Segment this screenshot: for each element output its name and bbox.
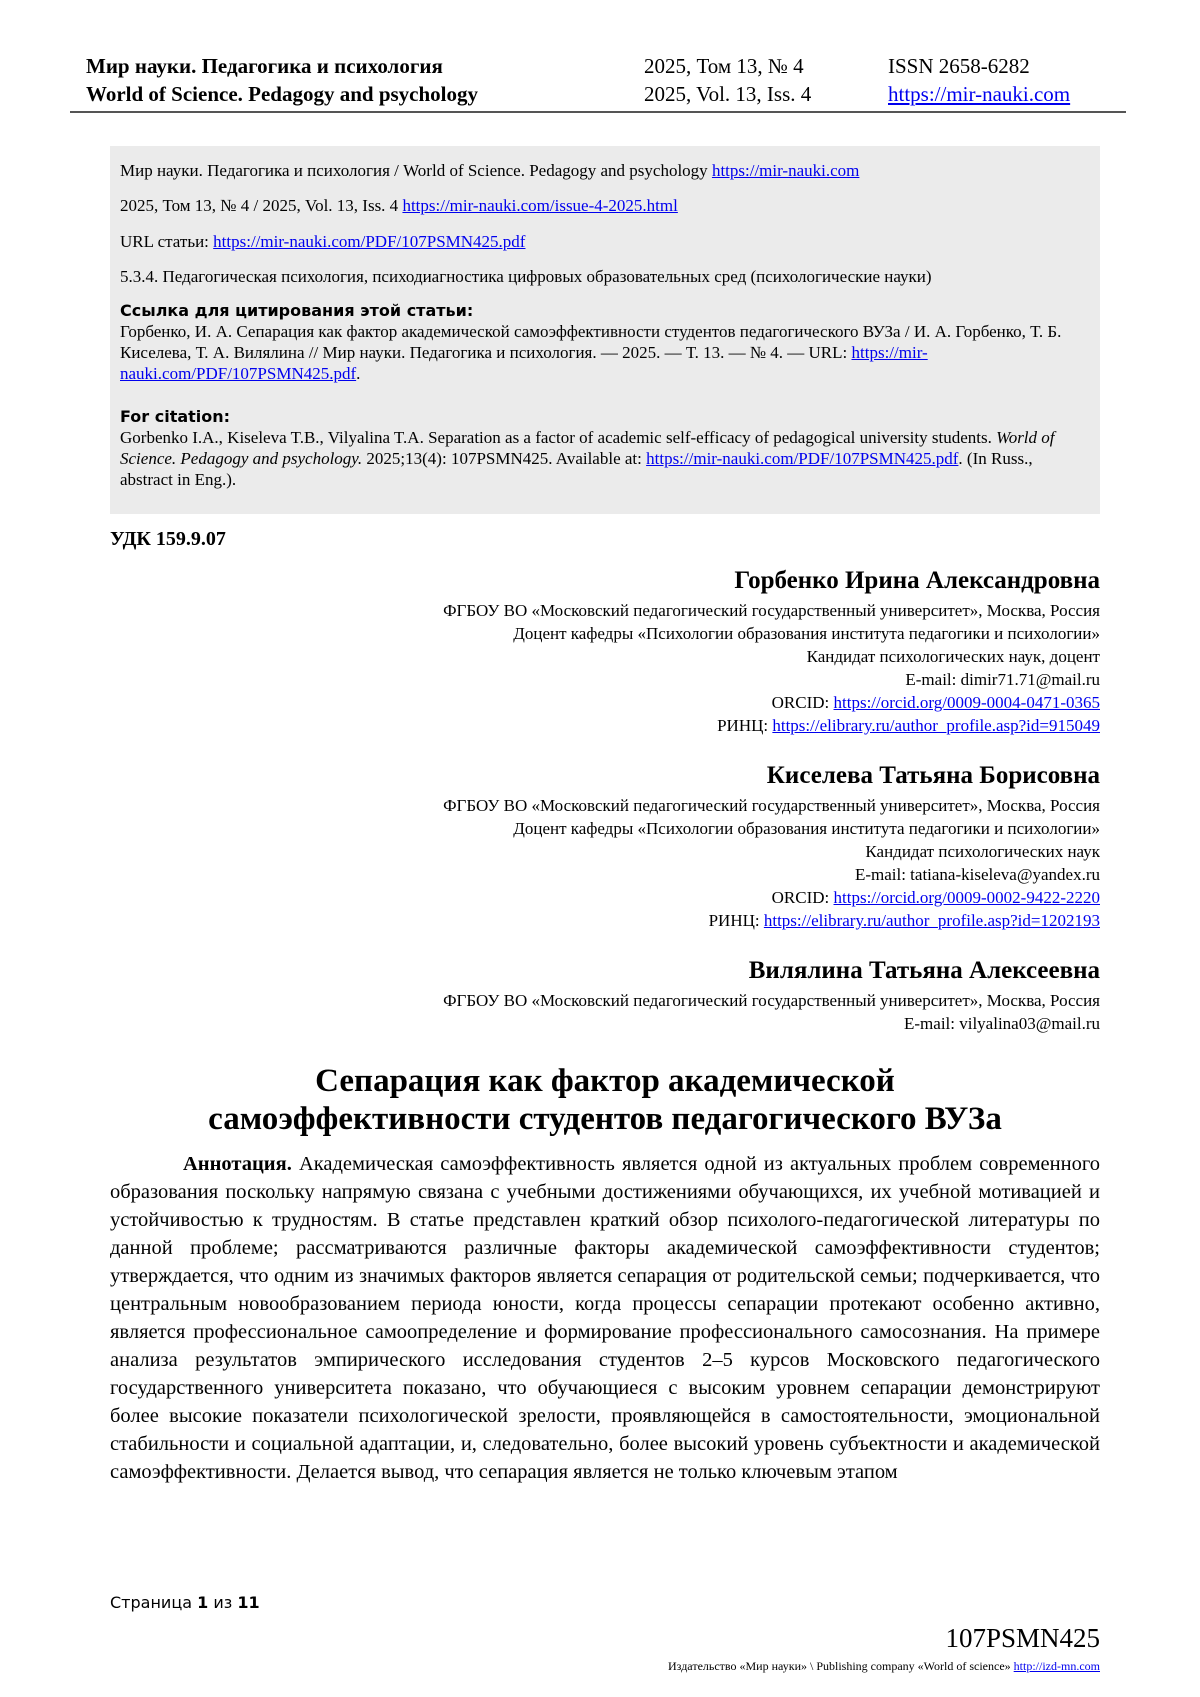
udk-code: УДК 159.9.07 bbox=[110, 528, 226, 550]
citation-en-link[interactable]: https://mir-nauki.com/PDF/107PSMN425.pdf bbox=[646, 449, 959, 468]
author-name: Вилялина Татьяна Алексеевна bbox=[748, 957, 1100, 984]
author-block bbox=[443, 565, 1100, 737]
citation-ru: Ссылка для цитирования этой статьи: Горбенко, И. А. Сепарация как фактор академической самоэффективности студентов педагогического ВУЗа / И. А. Горбенко, Т. Б. Киселева, Т. А. Вилялина // Мир науки. Педагогика и психология. — 2025. — Т. 13. — № 4. — URL: https://mir-nauki.com/PDF/107PSMN425.pdf. bbox=[120, 300, 1086, 384]
citebox-issue-line: 2025, Том 13, № 4 / 2025, Vol. 13, Iss. 4 https://mir-nauki.com/issue-4-2025.html bbox=[120, 196, 678, 215]
abstract-text: Академическая самоэффективность является одной из актуальных проблем современного образования поскольку напрямую связана с учебными достижениями обучающихся, их учебной мотивацией и устойчивостью к трудностям. В статье представлен краткий обзор психолого-педагогической литературы по данной проблеме; рассматриваются различные факторы академической самоэффективности студентов; утверждается, что одним из значимых факторов является сепарация от родительской семьи; подчеркивается, что центральным новообразованием периода юности, когда процессы сепарации протекают особенно активно, является профессиональное самоопределение и формирование профессионального самосознания. На примере анализа результатов эмпирического исследования студентов 2–5 курсов Московского педагогического государственного университета показано, что обучающиеся с высоким уровнем сепарации демонстрируют более высокие показатели психологической зрелости, проявляющейся в самостоятельности, эмоциональной стабильности и социальной адаптации, и, следовательно, более высокий уровень субъектности и академической самоэффективности. Делается вывод, что сепарация является не только ключевым этапом bbox=[110, 1153, 1100, 1483]
author-position: Доцент кафедры «Психологии образования института педагогики и психологии» bbox=[513, 819, 1100, 838]
author-orcid: ORCID: https://orcid.org/0009-0002-9422-2220 bbox=[771, 888, 1100, 907]
issue-link[interactable]: https://mir-nauki.com/issue-4-2025.html bbox=[402, 196, 678, 215]
citation-en: For citation: Gorbenko I.A., Kiseleva T.B., Vilyalina T.A. Separation as a factor of academic self-efficacy of pedagogical university students. World of Science. Pedagogy and psychology. 2025;13(4): 107PSMN425. Available at: https://mir-nauki.com/PDF/107PSMN425.pdf. (In Russ., abstract in Eng.). bbox=[120, 406, 1086, 490]
author-email: E-mail: tatiana-kiseleva@yandex.ru bbox=[854, 865, 1100, 884]
abstract-label: Аннотация. bbox=[183, 1153, 292, 1175]
orcid-link[interactable]: https://orcid.org/0009-0004-0471-0365 bbox=[833, 693, 1100, 712]
citebox-specialty-line: 5.3.4. Педагогическая психология, психодиагностика цифровых образовательных сред (психологические науки) bbox=[120, 267, 932, 286]
author-block bbox=[443, 760, 1100, 932]
page-number: Страница 1 из 11 bbox=[110, 1593, 260, 1612]
article-url-link[interactable]: https://mir-nauki.com/PDF/107PSMN425.pdf bbox=[213, 232, 526, 251]
author-rinc: РИНЦ: https://elibrary.ru/author_profile.asp?id=915049 bbox=[717, 716, 1100, 735]
journal-header bbox=[86, 52, 1126, 110]
publisher-line: Издательство «Мир науки» \ Publishing company «World of science» http://izd-mn.com bbox=[668, 1659, 1100, 1673]
journal-site-link[interactable]: https://mir-nauki.com bbox=[888, 82, 1071, 106]
orcid-link[interactable]: https://orcid.org/0009-0002-9422-2220 bbox=[833, 888, 1100, 907]
author-degree: Кандидат психологических наук, доцент bbox=[806, 647, 1100, 666]
author-position: Доцент кафедры «Психологии образования института педагогики и психологии» bbox=[513, 624, 1100, 643]
author-rinc: РИНЦ: https://elibrary.ru/author_profile.asp?id=1202193 bbox=[708, 911, 1100, 930]
author-email: E-mail: vilyalina03@mail.ru bbox=[904, 1014, 1100, 1033]
author-affiliation: ФГБОУ ВО «Московский педагогический государственный университет», Москва, Россия bbox=[443, 796, 1100, 815]
author-name: Киселева Татьяна Борисовна bbox=[766, 762, 1100, 789]
author-block bbox=[443, 955, 1100, 1035]
journal-title-ru: Мир науки. Педагогика и психология bbox=[86, 54, 443, 78]
issue-en: 2025, Vol. 13, Iss. 4 bbox=[644, 82, 812, 106]
author-orcid: ORCID: https://orcid.org/0009-0004-0471-0365 bbox=[771, 693, 1100, 712]
author-affiliation: ФГБОУ ВО «Московский педагогический государственный университет», Москва, Россия bbox=[443, 991, 1100, 1010]
header-divider bbox=[70, 111, 1126, 113]
citation-ru-link[interactable]: https://mir-nauki.com/PDF/107PSMN425.pdf bbox=[120, 343, 928, 383]
issn: ISSN 2658-6282 bbox=[888, 54, 1030, 78]
rinc-link[interactable]: https://elibrary.ru/author_profile.asp?id=915049 bbox=[772, 716, 1100, 735]
article-id: 107PSMN425 bbox=[945, 1623, 1100, 1653]
citation-box bbox=[110, 146, 1100, 514]
author-name: Горбенко Ирина Александровна bbox=[734, 567, 1100, 594]
citation-en-heading: For citation: bbox=[120, 407, 231, 426]
abstract bbox=[110, 1150, 1100, 1486]
journal-title-en: World of Science. Pedagogy and psychology bbox=[86, 82, 479, 106]
journal-link[interactable]: https://mir-nauki.com bbox=[711, 161, 860, 180]
citebox-journal-line: Мир науки. Педагогика и психология / World of Science. Pedagogy and psychology https://mir-nauki.com bbox=[120, 161, 860, 180]
author-degree: Кандидат психологических наук bbox=[865, 842, 1100, 861]
citation-ru-heading: Ссылка для цитирования этой статьи: bbox=[120, 301, 474, 320]
issue-ru: 2025, Том 13, № 4 bbox=[644, 54, 804, 78]
author-email: E-mail: dimir71.71@mail.ru bbox=[905, 670, 1100, 689]
citebox-url-line: URL статьи: https://mir-nauki.com/PDF/107PSMN425.pdf bbox=[120, 232, 526, 251]
publisher-link[interactable]: http://izd-mn.com bbox=[1013, 1659, 1100, 1673]
rinc-link[interactable]: https://elibrary.ru/author_profile.asp?id=1202193 bbox=[763, 911, 1100, 930]
article-title: Сепарация как фактор академической самоэффективности студентов педагогического ВУЗа bbox=[208, 1063, 1002, 1137]
author-affiliation: ФГБОУ ВО «Московский педагогический государственный университет», Москва, Россия bbox=[443, 601, 1100, 620]
